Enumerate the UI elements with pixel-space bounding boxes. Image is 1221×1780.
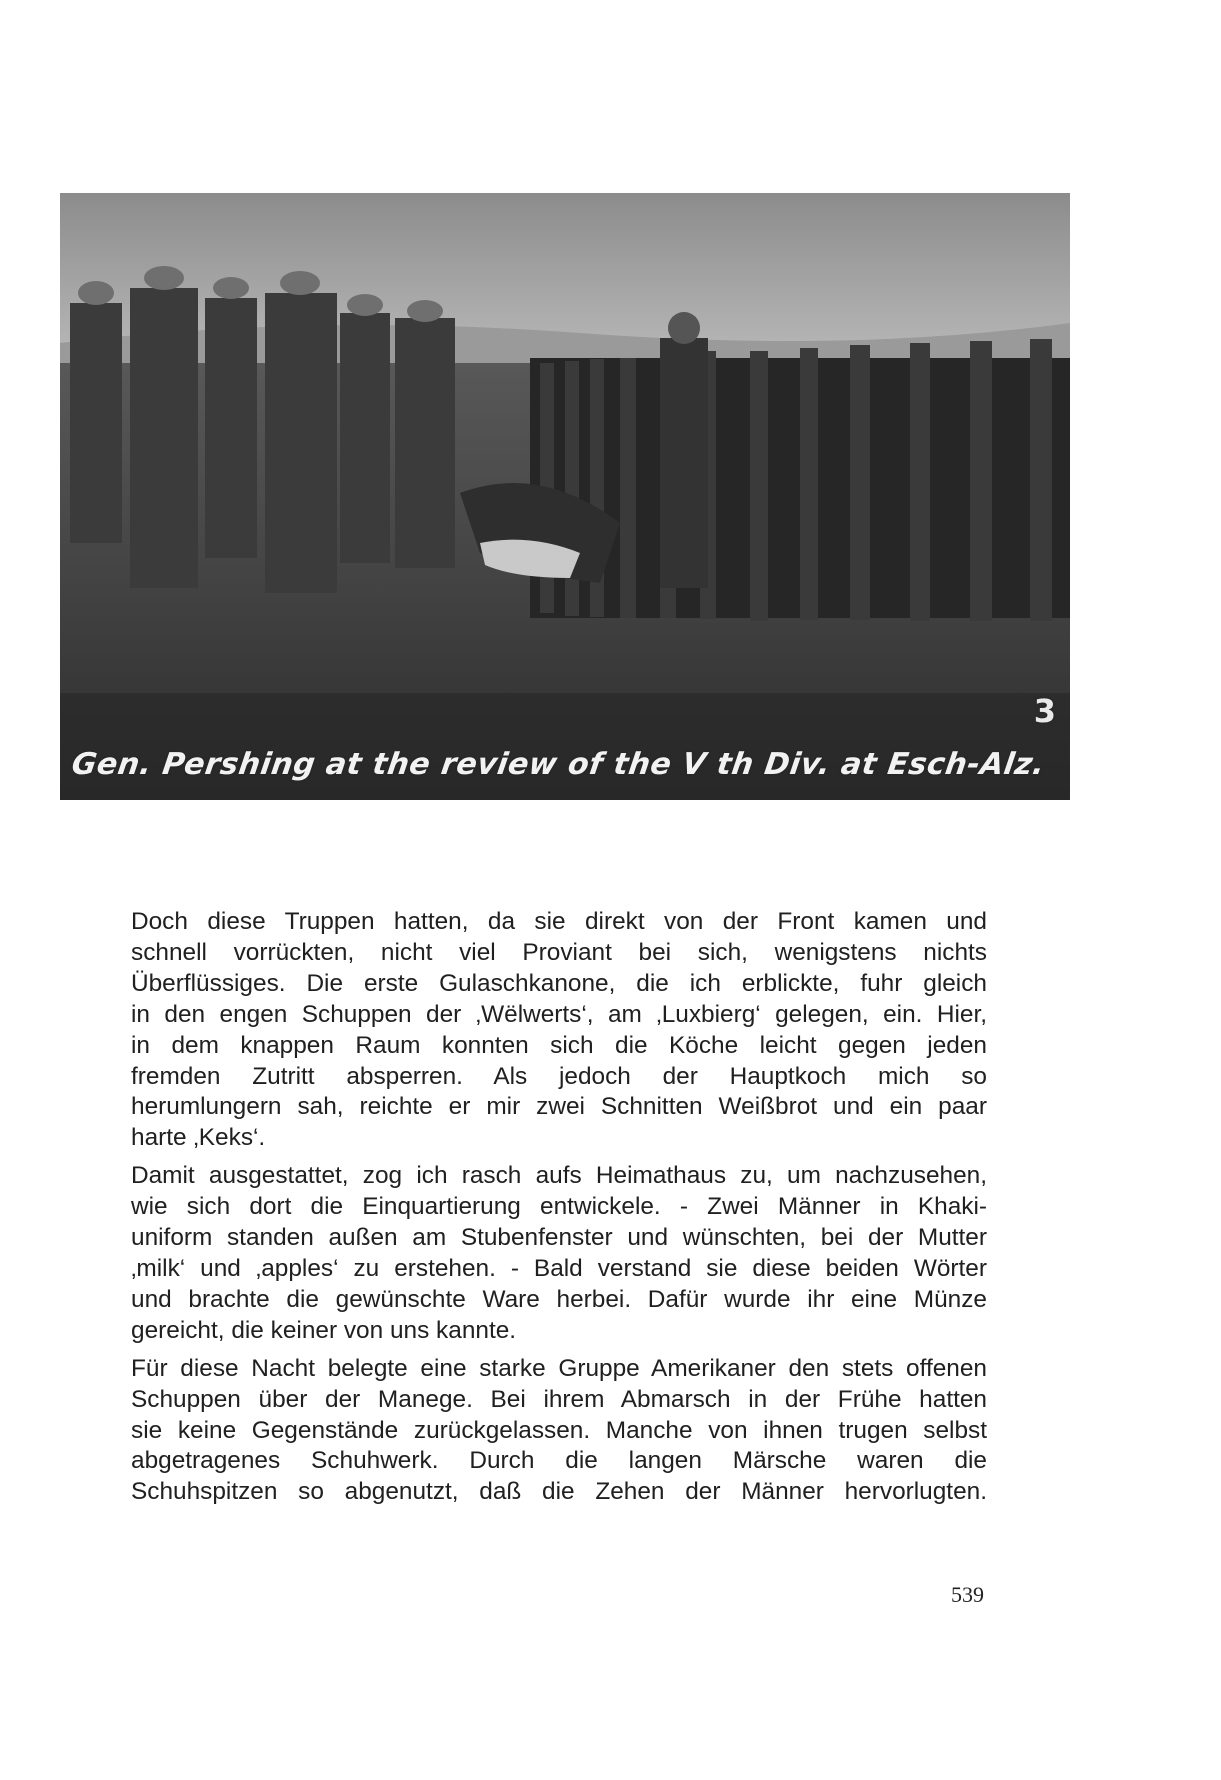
text-line: in dem knappen Raum konnten sich die Köche leicht gegen jeden (131, 1031, 987, 1059)
text-line: Damit ausgestattet, zog ich rasch aufs Heimathaus zu, um nachzusehen, (131, 1162, 987, 1190)
text-line: harte ‚Keks‘. (131, 1124, 266, 1152)
historical-photograph (60, 193, 1070, 800)
photo-caption: Gen. Pershing at the review of the V th Div. at Esch-Alz. (69, 747, 1048, 782)
paragraph-3 (131, 1354, 987, 1509)
text-line: Für diese Nacht belegte eine starke Gruppe Amerikaner den stets offenen (131, 1354, 987, 1382)
text-line: und brachte die gewünschte Ware herbei. Dafür wurde ihr eine Münze (131, 1285, 987, 1313)
text-line: Schuppen über der Manege. Bei ihrem Abmarsch in der Frühe hatten (131, 1385, 987, 1413)
text-line: Doch diese Truppen hatten, da sie direkt von der Front kamen und (131, 908, 987, 935)
body-text (131, 907, 987, 1515)
text-line: abgetragenes Schuhwerk. Durch die langen Märsche waren die (131, 1447, 987, 1475)
text-line: Schuhspitzen so abgenutzt, daß die Zehen der Männer hervorlugten. (131, 1478, 987, 1506)
text-line: ‚milk‘ und ‚apples‘ zu erstehen. - Bald verstand sie diese beiden Wörter (131, 1254, 987, 1282)
photo-plate-number: 3 (1033, 692, 1056, 730)
text-line: in den engen Schuppen der ‚Wëlwerts‘, am ‚Luxbierg‘ gelegen, ein. Hier, (131, 1000, 987, 1028)
text-line: gereicht, die keiner von uns kannte. (131, 1316, 517, 1344)
text-line: schnell vorrückten, nicht viel Proviant bei sich, wenigstens nichts (131, 938, 987, 966)
photo-image (60, 193, 1070, 800)
paragraph-1 (131, 907, 987, 1154)
text-line: sie keine Gegenstände zurückgelassen. Manche von ihnen trugen selbst (131, 1416, 987, 1444)
page-number: 539 (951, 1582, 984, 1607)
text-line: fremden Zutritt absperren. Als jedoch der Hauptkoch mich so (131, 1062, 987, 1090)
paragraph-2 (131, 1161, 987, 1346)
text-line: Überflüssiges. Die erste Gulaschkanone, die ich erblickte, fuhr gleich (131, 969, 987, 997)
text-line: uniform standen außen am Stubenfenster und wünschten, bei der Mutter (131, 1224, 987, 1252)
text-line: herumlungern sah, reichte er mir zwei Schnitten Weißbrot und ein paar (131, 1093, 987, 1121)
text-line: wie sich dort die Einquartierung entwickele. - Zwei Männer in Khaki- (131, 1193, 987, 1221)
